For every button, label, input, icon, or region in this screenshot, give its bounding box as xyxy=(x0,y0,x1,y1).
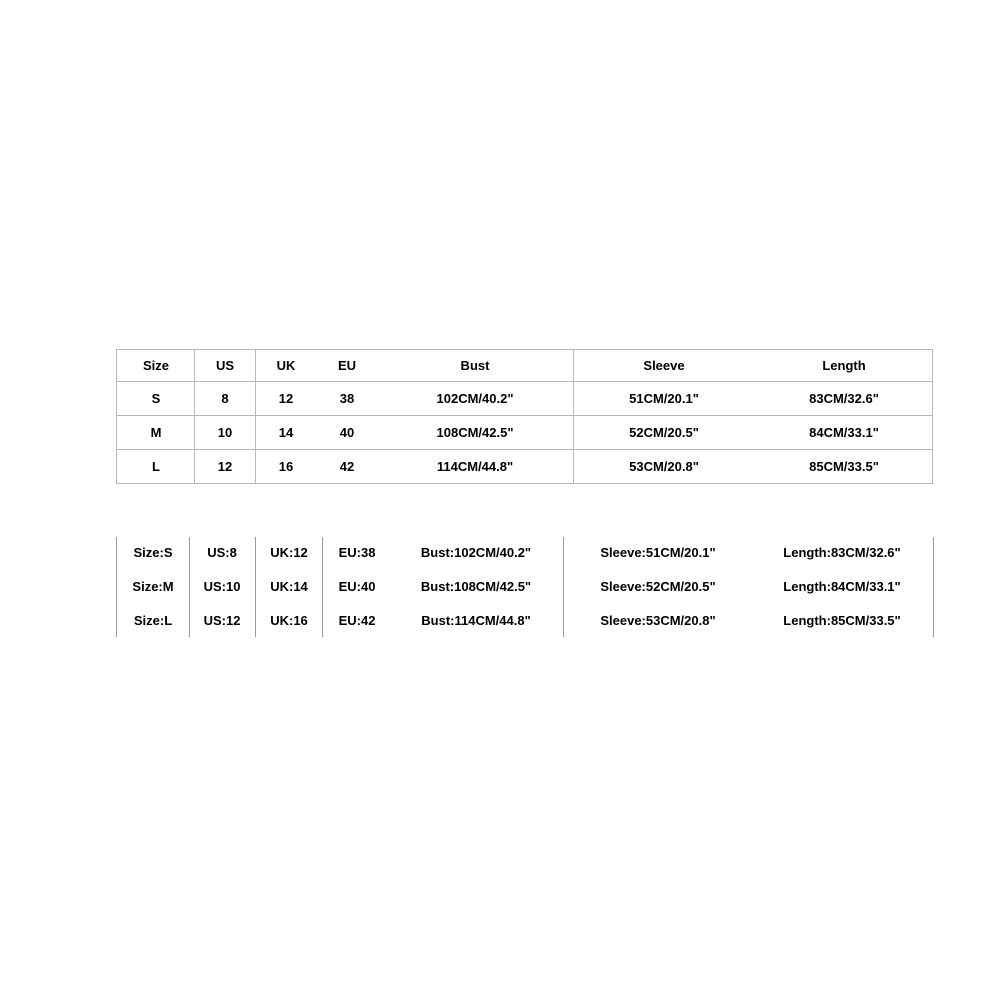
cell-size: M xyxy=(150,425,162,440)
column-divider xyxy=(322,537,323,637)
cell-length: Length:83CM/32.6" xyxy=(783,545,901,560)
cell-size: Size:L xyxy=(133,613,173,628)
cell-bust: 108CM/42.5" xyxy=(436,425,514,440)
cell-eu: 38 xyxy=(339,391,355,406)
cell-uk: 14 xyxy=(278,425,294,440)
cell-uk: 16 xyxy=(278,459,294,474)
cell-us: 10 xyxy=(217,425,233,440)
cell-eu: 42 xyxy=(339,459,355,474)
column-divider xyxy=(255,537,256,637)
header-length: Length xyxy=(822,358,866,373)
column-divider xyxy=(255,350,256,483)
cell-uk: UK:16 xyxy=(270,613,308,628)
cell-size: Size:S xyxy=(133,545,173,560)
column-divider xyxy=(573,350,574,483)
cell-sleeve: Sleeve:52CM/20.5" xyxy=(600,579,716,594)
cell-us: US:10 xyxy=(203,579,241,594)
cell-bust: Bust:114CM/44.8" xyxy=(421,613,531,628)
cell-us: 12 xyxy=(217,459,233,474)
header-us: US xyxy=(215,358,235,373)
cell-us: US:8 xyxy=(207,545,237,560)
cell-bust: 102CM/40.2" xyxy=(436,391,514,406)
cell-sleeve: Sleeve:53CM/20.8" xyxy=(600,613,716,628)
cell-bust: Bust:108CM/42.5" xyxy=(420,579,532,594)
cell-sleeve: 53CM/20.8" xyxy=(629,459,699,474)
header-bust: Bust xyxy=(460,358,490,373)
cell-length: Length:85CM/33.5" xyxy=(783,613,901,628)
header-uk: UK xyxy=(276,358,296,373)
size-chart-table xyxy=(116,349,933,484)
cell-size: Size:M xyxy=(132,579,174,594)
cell-length: 83CM/32.6" xyxy=(809,391,879,406)
cell-bust: Bust:102CM/40.2" xyxy=(420,545,532,560)
header-eu: EU xyxy=(337,358,357,373)
cell-sleeve: 52CM/20.5" xyxy=(629,425,699,440)
cell-length: Length:84CM/33.1" xyxy=(783,579,901,594)
row-divider xyxy=(117,449,932,450)
cell-uk: 12 xyxy=(278,391,294,406)
cell-us: US:12 xyxy=(203,613,241,628)
column-divider xyxy=(116,537,117,637)
column-divider xyxy=(933,537,934,637)
cell-size: L xyxy=(152,459,160,474)
cell-eu: EU:42 xyxy=(338,613,376,628)
cell-bust: 114CM/44.8" xyxy=(436,459,514,474)
cell-length: 84CM/33.1" xyxy=(809,425,879,440)
header-size: Size xyxy=(142,358,170,373)
cell-uk: UK:12 xyxy=(270,545,308,560)
cell-length: 85CM/33.5" xyxy=(809,459,879,474)
column-divider xyxy=(194,350,195,483)
cell-eu: EU:38 xyxy=(338,545,376,560)
cell-sleeve: Sleeve:51CM/20.1" xyxy=(600,545,716,560)
cell-us: 8 xyxy=(221,391,229,406)
row-divider xyxy=(117,381,932,382)
cell-size: S xyxy=(151,391,161,406)
cell-uk: UK:14 xyxy=(270,579,308,594)
cell-sleeve: 51CM/20.1" xyxy=(629,391,699,406)
cell-eu: EU:40 xyxy=(338,579,376,594)
row-divider xyxy=(117,415,932,416)
header-sleeve: Sleeve xyxy=(643,358,685,373)
column-divider xyxy=(563,537,564,637)
cell-eu: 40 xyxy=(339,425,355,440)
column-divider xyxy=(189,537,190,637)
